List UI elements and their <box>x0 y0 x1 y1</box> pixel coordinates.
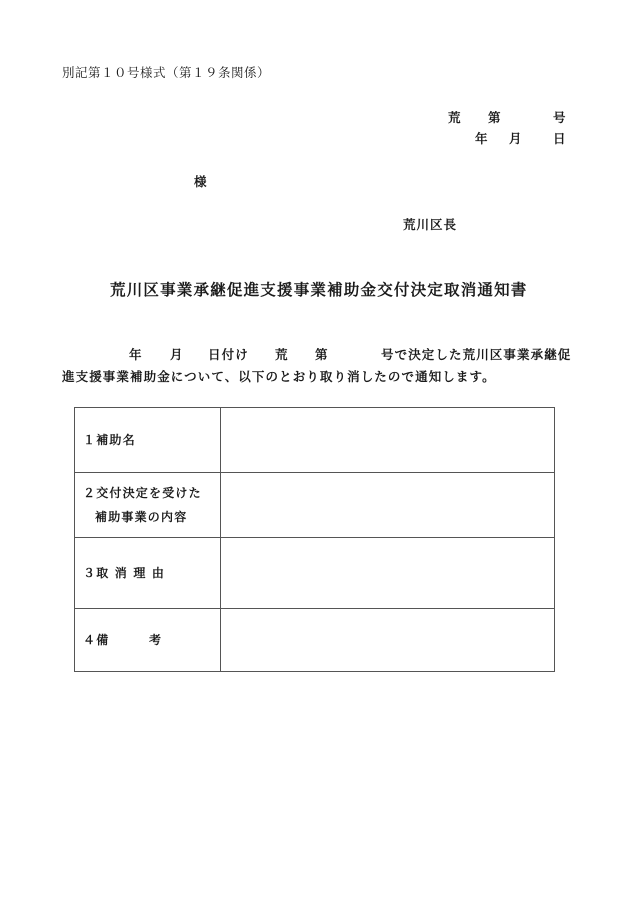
issuer: 荒川区長 <box>403 217 458 232</box>
date-day: 日 <box>553 131 566 146</box>
table-row <box>75 609 555 672</box>
value-project-content[interactable] <box>221 473 555 538</box>
body-year: 年 <box>129 347 143 362</box>
body-dai: 第 <box>315 347 329 362</box>
label-project-content <box>75 473 221 538</box>
body-prefix: 荒 <box>275 347 289 362</box>
label-cancellation-reason <box>75 538 221 609</box>
label-text: ２交付決定を受けた <box>83 486 202 500</box>
body-day-suffix: 日付け <box>208 347 249 362</box>
body-month: 月 <box>170 347 184 362</box>
label-text: ４備 考 <box>83 633 163 647</box>
form-reference: 別記第１０号様式（第１９条関係） <box>62 65 271 80</box>
doc-number-go: 号 <box>553 110 566 125</box>
value-subsidy-name[interactable] <box>221 408 555 473</box>
label-remarks <box>75 609 221 672</box>
doc-number-prefix: 荒 <box>448 110 461 125</box>
table-row <box>75 538 555 609</box>
details-table <box>74 407 555 672</box>
body-line2: 進支援事業補助金について、以下のとおり取り消したので通知します。 <box>62 369 496 384</box>
label-text: １補助名 <box>83 433 136 447</box>
date-month: 月 <box>509 131 522 146</box>
date-year: 年 <box>475 131 488 146</box>
value-remarks[interactable] <box>221 609 555 672</box>
addressee-suffix: 様 <box>194 174 207 189</box>
document-title: 荒川区事業承継促進支援事業補助金交付決定取消通知書 <box>110 281 528 299</box>
label-text-cont: 補助事業の内容 <box>95 510 188 524</box>
label-subsidy-name <box>75 408 221 473</box>
label-text: ３取 消 理 由 <box>83 566 166 580</box>
doc-number-dai: 第 <box>488 110 501 125</box>
value-cancellation-reason[interactable] <box>221 538 555 609</box>
table-row <box>75 473 555 538</box>
body-line1-rest: 号で決定した荒川区事業承継促 <box>381 347 572 362</box>
table-row <box>75 408 555 473</box>
